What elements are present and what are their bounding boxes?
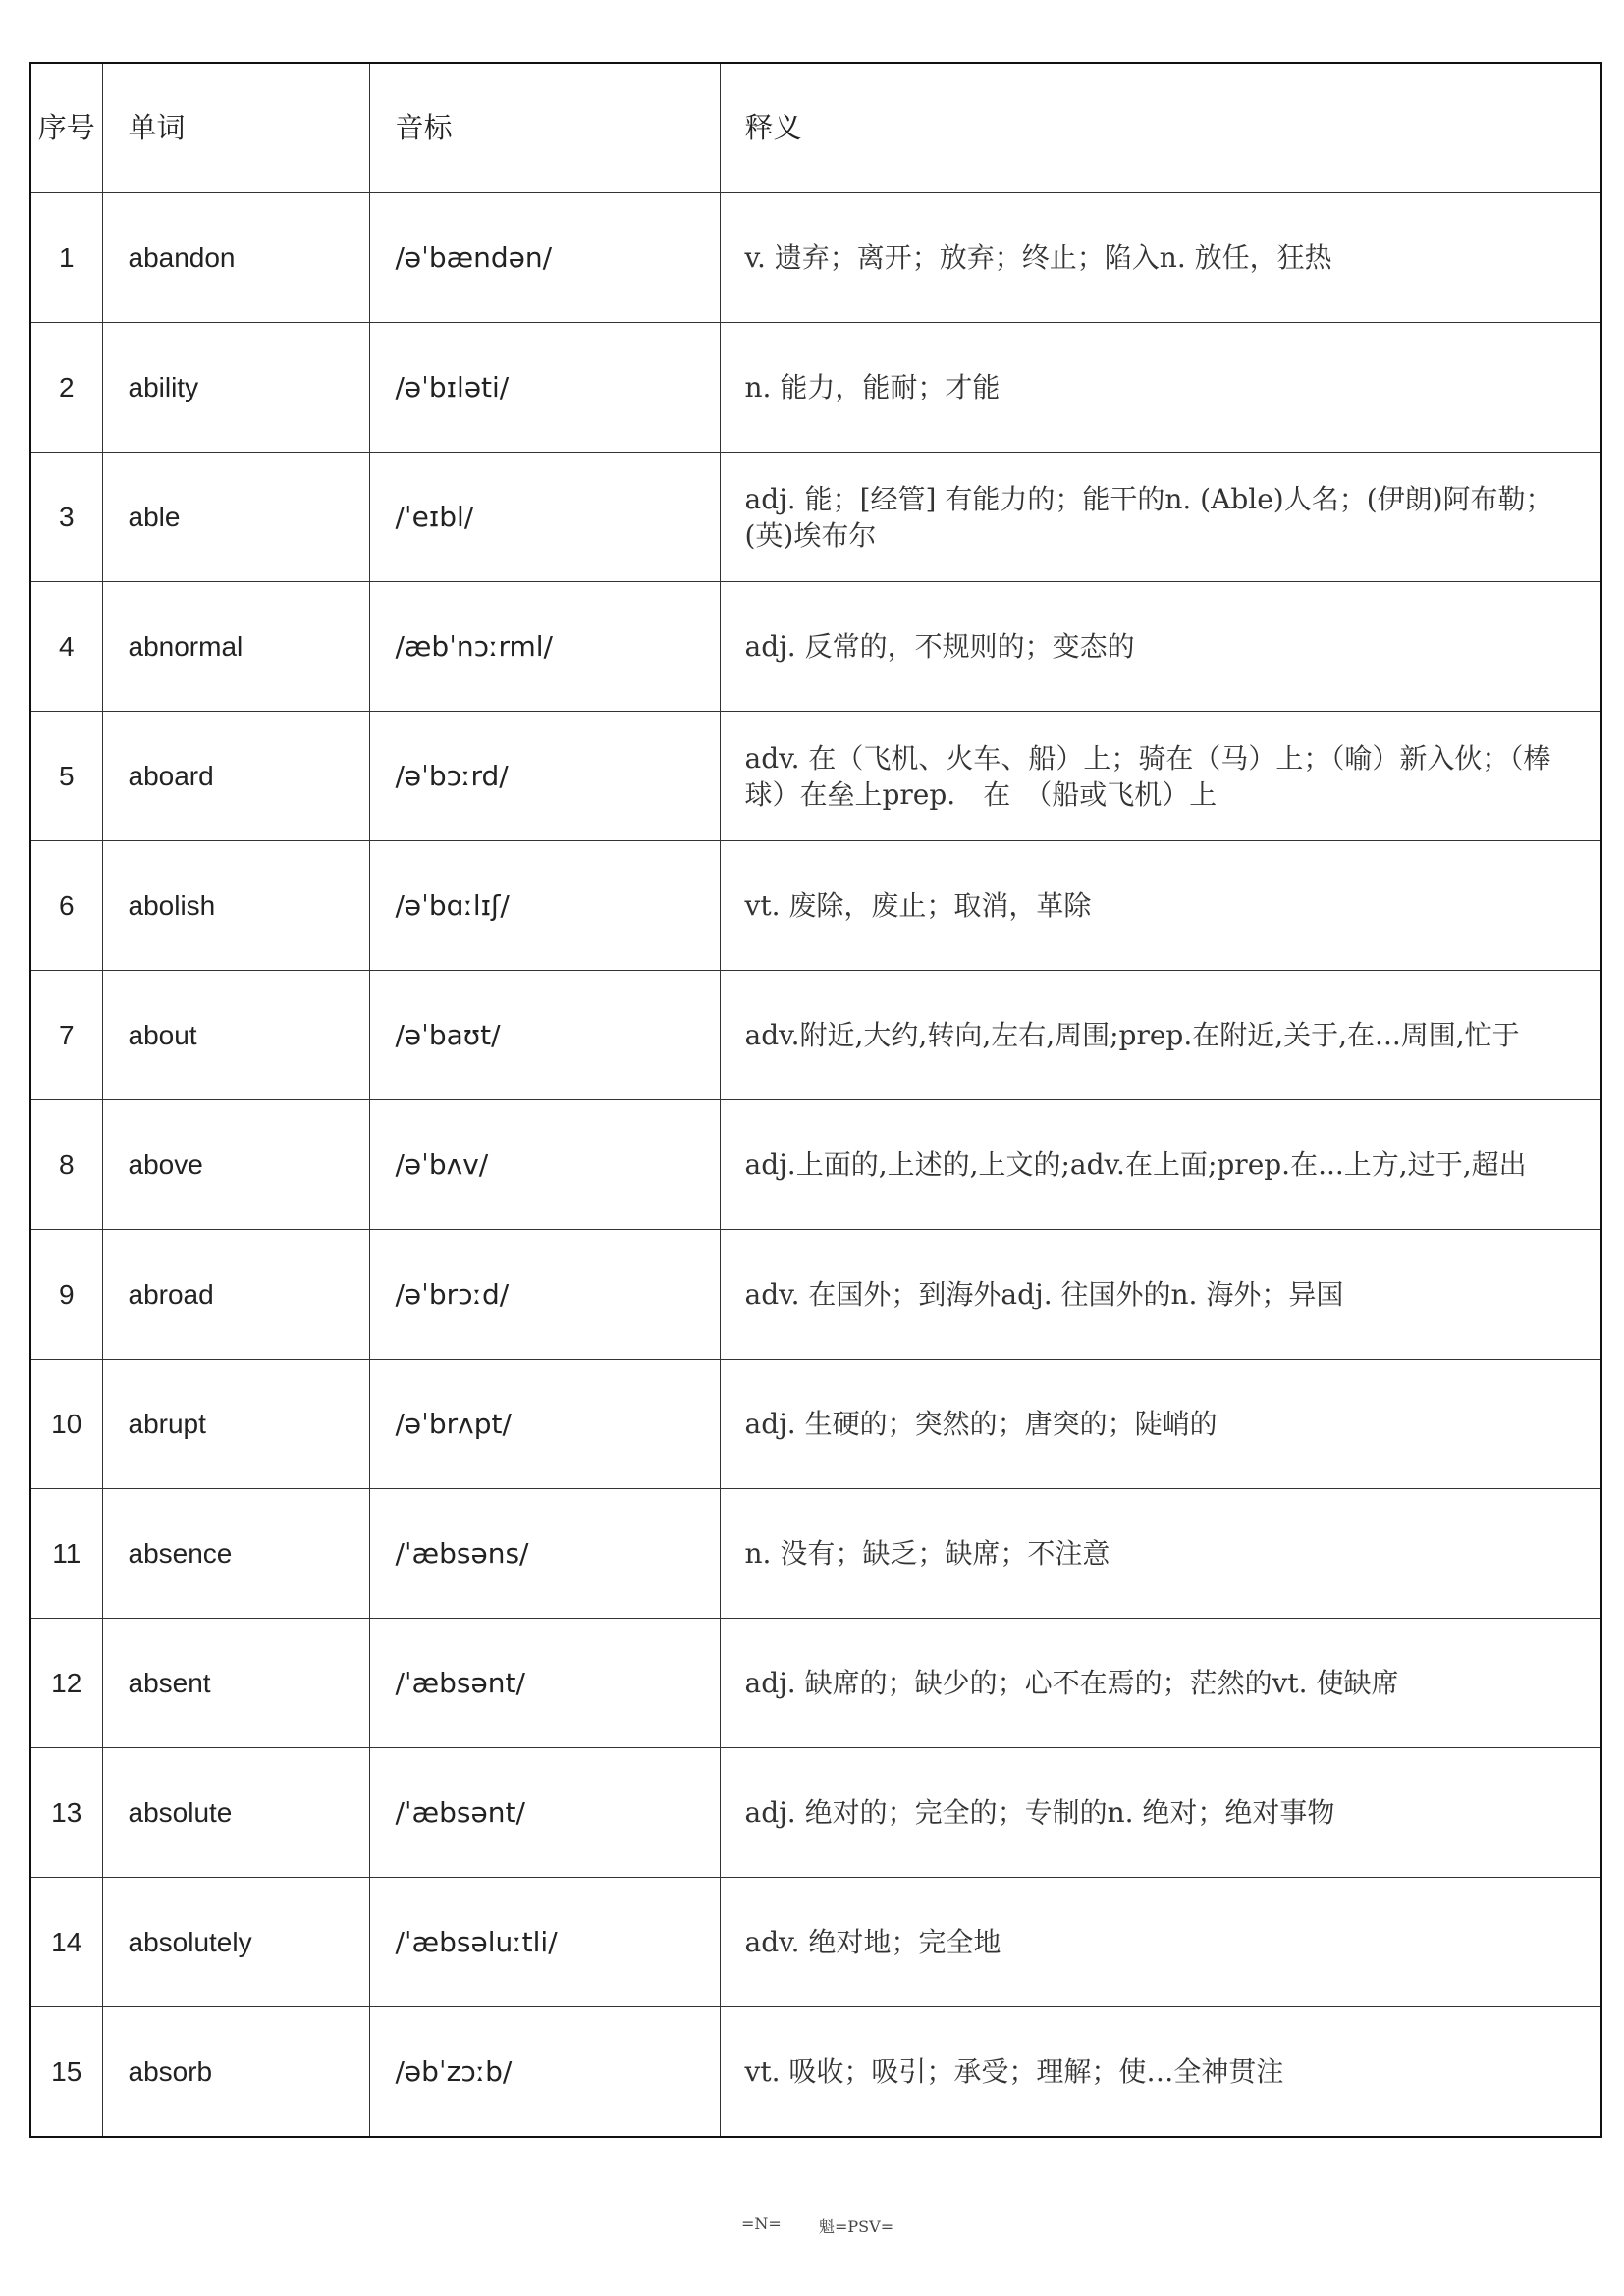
row-index: 14 [30,1878,102,2007]
table-row [30,1619,1601,1748]
table-row [30,1489,1601,1619]
row-definition: n. 能力，能耐；才能 [720,323,1601,453]
row-phonetic: /ˈeɪbl/ [369,453,720,582]
footer-mark-right: 魁=PSV= [819,2217,894,2236]
table-row [30,582,1601,712]
row-index: 13 [30,1748,102,1878]
row-definition: adj. 缺席的；缺少的；心不在焉的；茫然的vt. 使缺席 [720,1619,1601,1748]
table-row [30,971,1601,1100]
row-phonetic: /əˈbrɔːd/ [369,1230,720,1360]
table-row [30,453,1601,582]
row-definition: v. 遗弃；离开；放弃；终止；陷入n. 放任，狂热 [720,193,1601,323]
row-word: abroad [102,1230,369,1360]
row-phonetic: /əˈbændən/ [369,193,720,323]
row-word: absence [102,1489,369,1619]
row-word: abrupt [102,1360,369,1489]
row-phonetic: /ˈæbsənt/ [369,1619,720,1748]
row-index: 10 [30,1360,102,1489]
table-row [30,712,1601,841]
row-definition: adj. 绝对的；完全的；专制的n. 绝对；绝对事物 [720,1748,1601,1878]
row-word: ability [102,323,369,453]
row-definition: adj.上面的,上述的,上文的;adv.在上面;prep.在...上方,过于,超出 [720,1100,1601,1230]
row-phonetic: /əˈbʌv/ [369,1100,720,1230]
row-definition: vt. 废除，废止；取消，革除 [720,841,1601,971]
header-word: 单词 [102,63,369,193]
table-row [30,2007,1601,2138]
table-row [30,1748,1601,1878]
row-word: absent [102,1619,369,1748]
row-phonetic: /əˈbɔːrd/ [369,712,720,841]
row-definition: adv.附近,大约,转向,左右,周围;prep.在附近,关于,在...周围,忙于 [720,971,1601,1100]
row-index: 7 [30,971,102,1100]
table-row [30,841,1601,971]
row-word: able [102,453,369,582]
table-row [30,1878,1601,2007]
row-word: above [102,1100,369,1230]
row-index: 3 [30,453,102,582]
row-index: 6 [30,841,102,971]
row-index: 8 [30,1100,102,1230]
page-footer [0,2215,1624,2238]
row-phonetic: /əˈbɪləti/ [369,323,720,453]
row-word: absorb [102,2007,369,2138]
row-definition: adv. 在（飞机、火车、船）上；骑在（马）上；（喻）新入伙；（棒球）在垒上prep. 在 （船或飞机）上 [720,712,1601,841]
row-definition: vt. 吸收；吸引；承受；理解；使…全神贯注 [720,2007,1601,2138]
table-row [30,323,1601,453]
row-word: absolute [102,1748,369,1878]
row-phonetic: /əˈbɑːlɪʃ/ [369,841,720,971]
row-index: 1 [30,193,102,323]
row-phonetic: /əbˈzɔːb/ [369,2007,720,2138]
table-row [30,1230,1601,1360]
row-index: 5 [30,712,102,841]
row-definition: adv. 绝对地；完全地 [720,1878,1601,2007]
row-phonetic: /əˈbrʌpt/ [369,1360,720,1489]
row-word: about [102,971,369,1100]
row-word: abolish [102,841,369,971]
row-index: 11 [30,1489,102,1619]
header-definition: 释义 [720,63,1601,193]
row-word: aboard [102,712,369,841]
table-row [30,193,1601,323]
row-definition: adj. 能；[经管] 有能力的；能干的n. (Able)人名；(伊朗)阿布勒；(英)埃布尔 [720,453,1601,582]
row-index: 2 [30,323,102,453]
row-definition: n. 没有；缺乏；缺席；不注意 [720,1489,1601,1619]
row-phonetic: /æbˈnɔːrml/ [369,582,720,712]
row-phonetic: /əˈbaʊt/ [369,971,720,1100]
row-phonetic: /ˈæbsəns/ [369,1489,720,1619]
row-word: abandon [102,193,369,323]
row-index: 4 [30,582,102,712]
row-definition: adv. 在国外；到海外adj. 往国外的n. 海外；异国 [720,1230,1601,1360]
header-phonetic: 音标 [369,63,720,193]
row-index: 12 [30,1619,102,1748]
row-index: 15 [30,2007,102,2138]
footer-mark-left: =N= [741,2215,782,2233]
header-index: 序号 [30,63,102,193]
table-header-row [30,63,1601,193]
row-phonetic: /ˈæbsəluːtli/ [369,1878,720,2007]
row-definition: adj. 反常的，不规则的；变态的 [720,582,1601,712]
table-row [30,1360,1601,1489]
row-index: 9 [30,1230,102,1360]
row-word: absolutely [102,1878,369,2007]
table-row [30,1100,1601,1230]
vocabulary-table [29,62,1602,2138]
row-word: abnormal [102,582,369,712]
row-phonetic: /ˈæbsənt/ [369,1748,720,1878]
row-definition: adj. 生硬的；突然的；唐突的；陡峭的 [720,1360,1601,1489]
